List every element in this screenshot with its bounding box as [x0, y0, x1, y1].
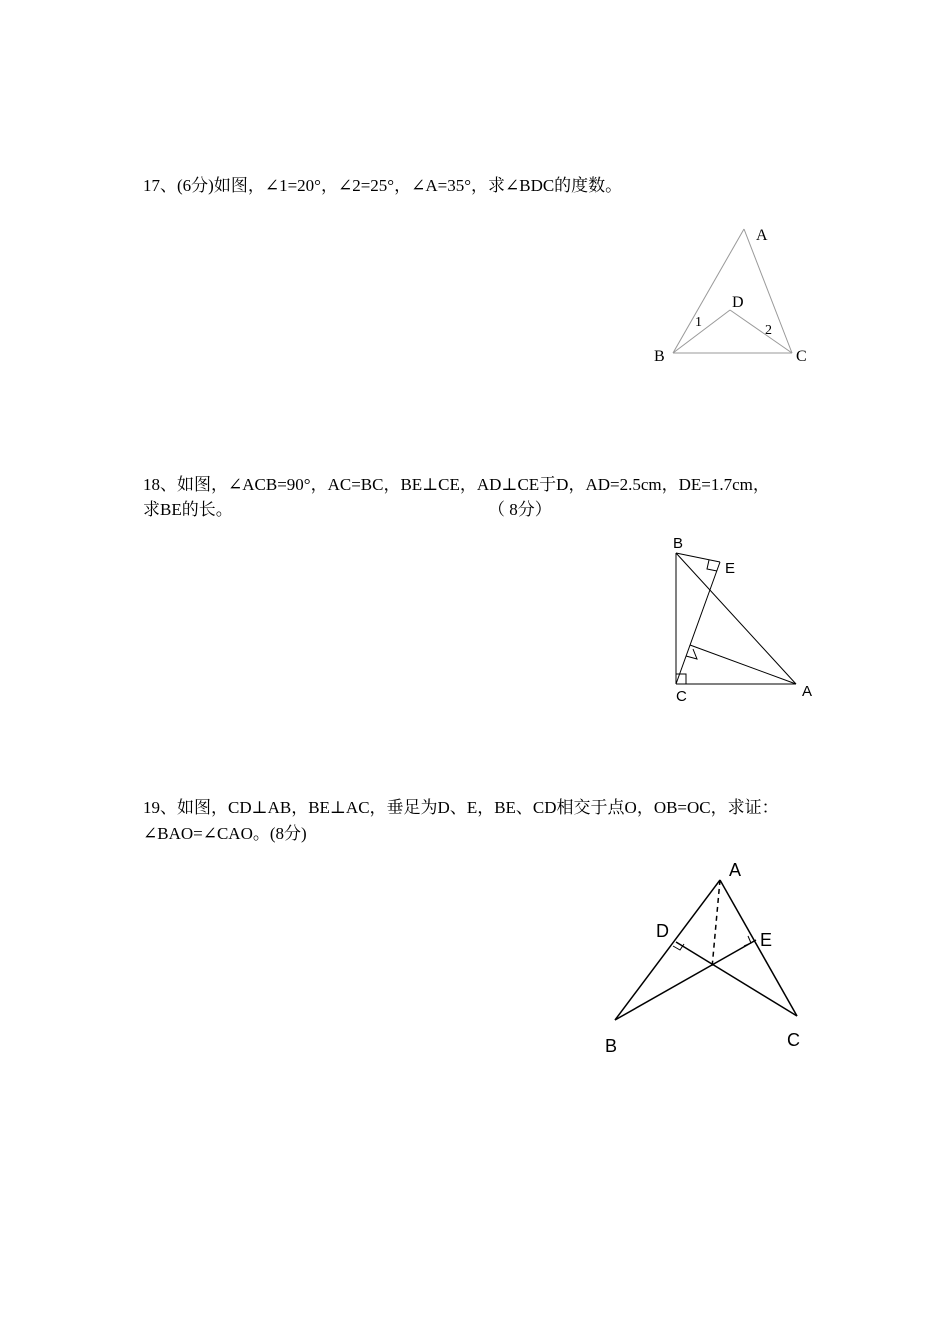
- label-b: B: [605, 1036, 618, 1056]
- side-ac: [720, 880, 797, 1016]
- segment-be: [615, 940, 756, 1020]
- label-c: C: [796, 348, 807, 365]
- problem-18-text-line1: 18、如图，∠ACB=90°，AC=BC，BE⊥CE，AD⊥CE于D，AD=2.5cm，DE=1.7cm，: [143, 475, 770, 494]
- right-angle-mark-d: [673, 944, 684, 950]
- label-a: A: [756, 227, 768, 244]
- problem-18-text-line2: 求BE的长。: [143, 500, 233, 519]
- side-ab: [615, 880, 720, 1020]
- label-c: C: [787, 1030, 800, 1050]
- problem-19-text-line2: ∠BAO=∠CAO。(8分): [143, 824, 307, 843]
- label-e: E: [725, 560, 736, 577]
- label-a: A: [729, 860, 742, 880]
- problem-19-text-line1: 19、如图，CD⊥AB，BE⊥AC，垂足为D、E，BE、CD相交于点O，OB=OC，求证：: [143, 798, 779, 817]
- label-a: A: [802, 683, 813, 700]
- label-d: D: [732, 294, 744, 311]
- label-e: E: [760, 930, 773, 950]
- label-angle-2: 2: [765, 323, 772, 338]
- label-c: C: [676, 688, 687, 705]
- segment-cd: [676, 942, 797, 1016]
- label-d: D: [656, 921, 669, 941]
- problem-18-points: （ 8分）: [488, 500, 552, 519]
- problem-17-text: 17、(6分)如图，∠1=20°，∠2=25°，∠A=35°，求∠BDC的度数。: [143, 176, 623, 195]
- label-b: B: [673, 535, 684, 552]
- segment-ao: [712, 880, 720, 968]
- label-b: B: [654, 348, 665, 365]
- label-angle-1: 1: [695, 315, 702, 330]
- right-angle-mark-e: [744, 936, 751, 946]
